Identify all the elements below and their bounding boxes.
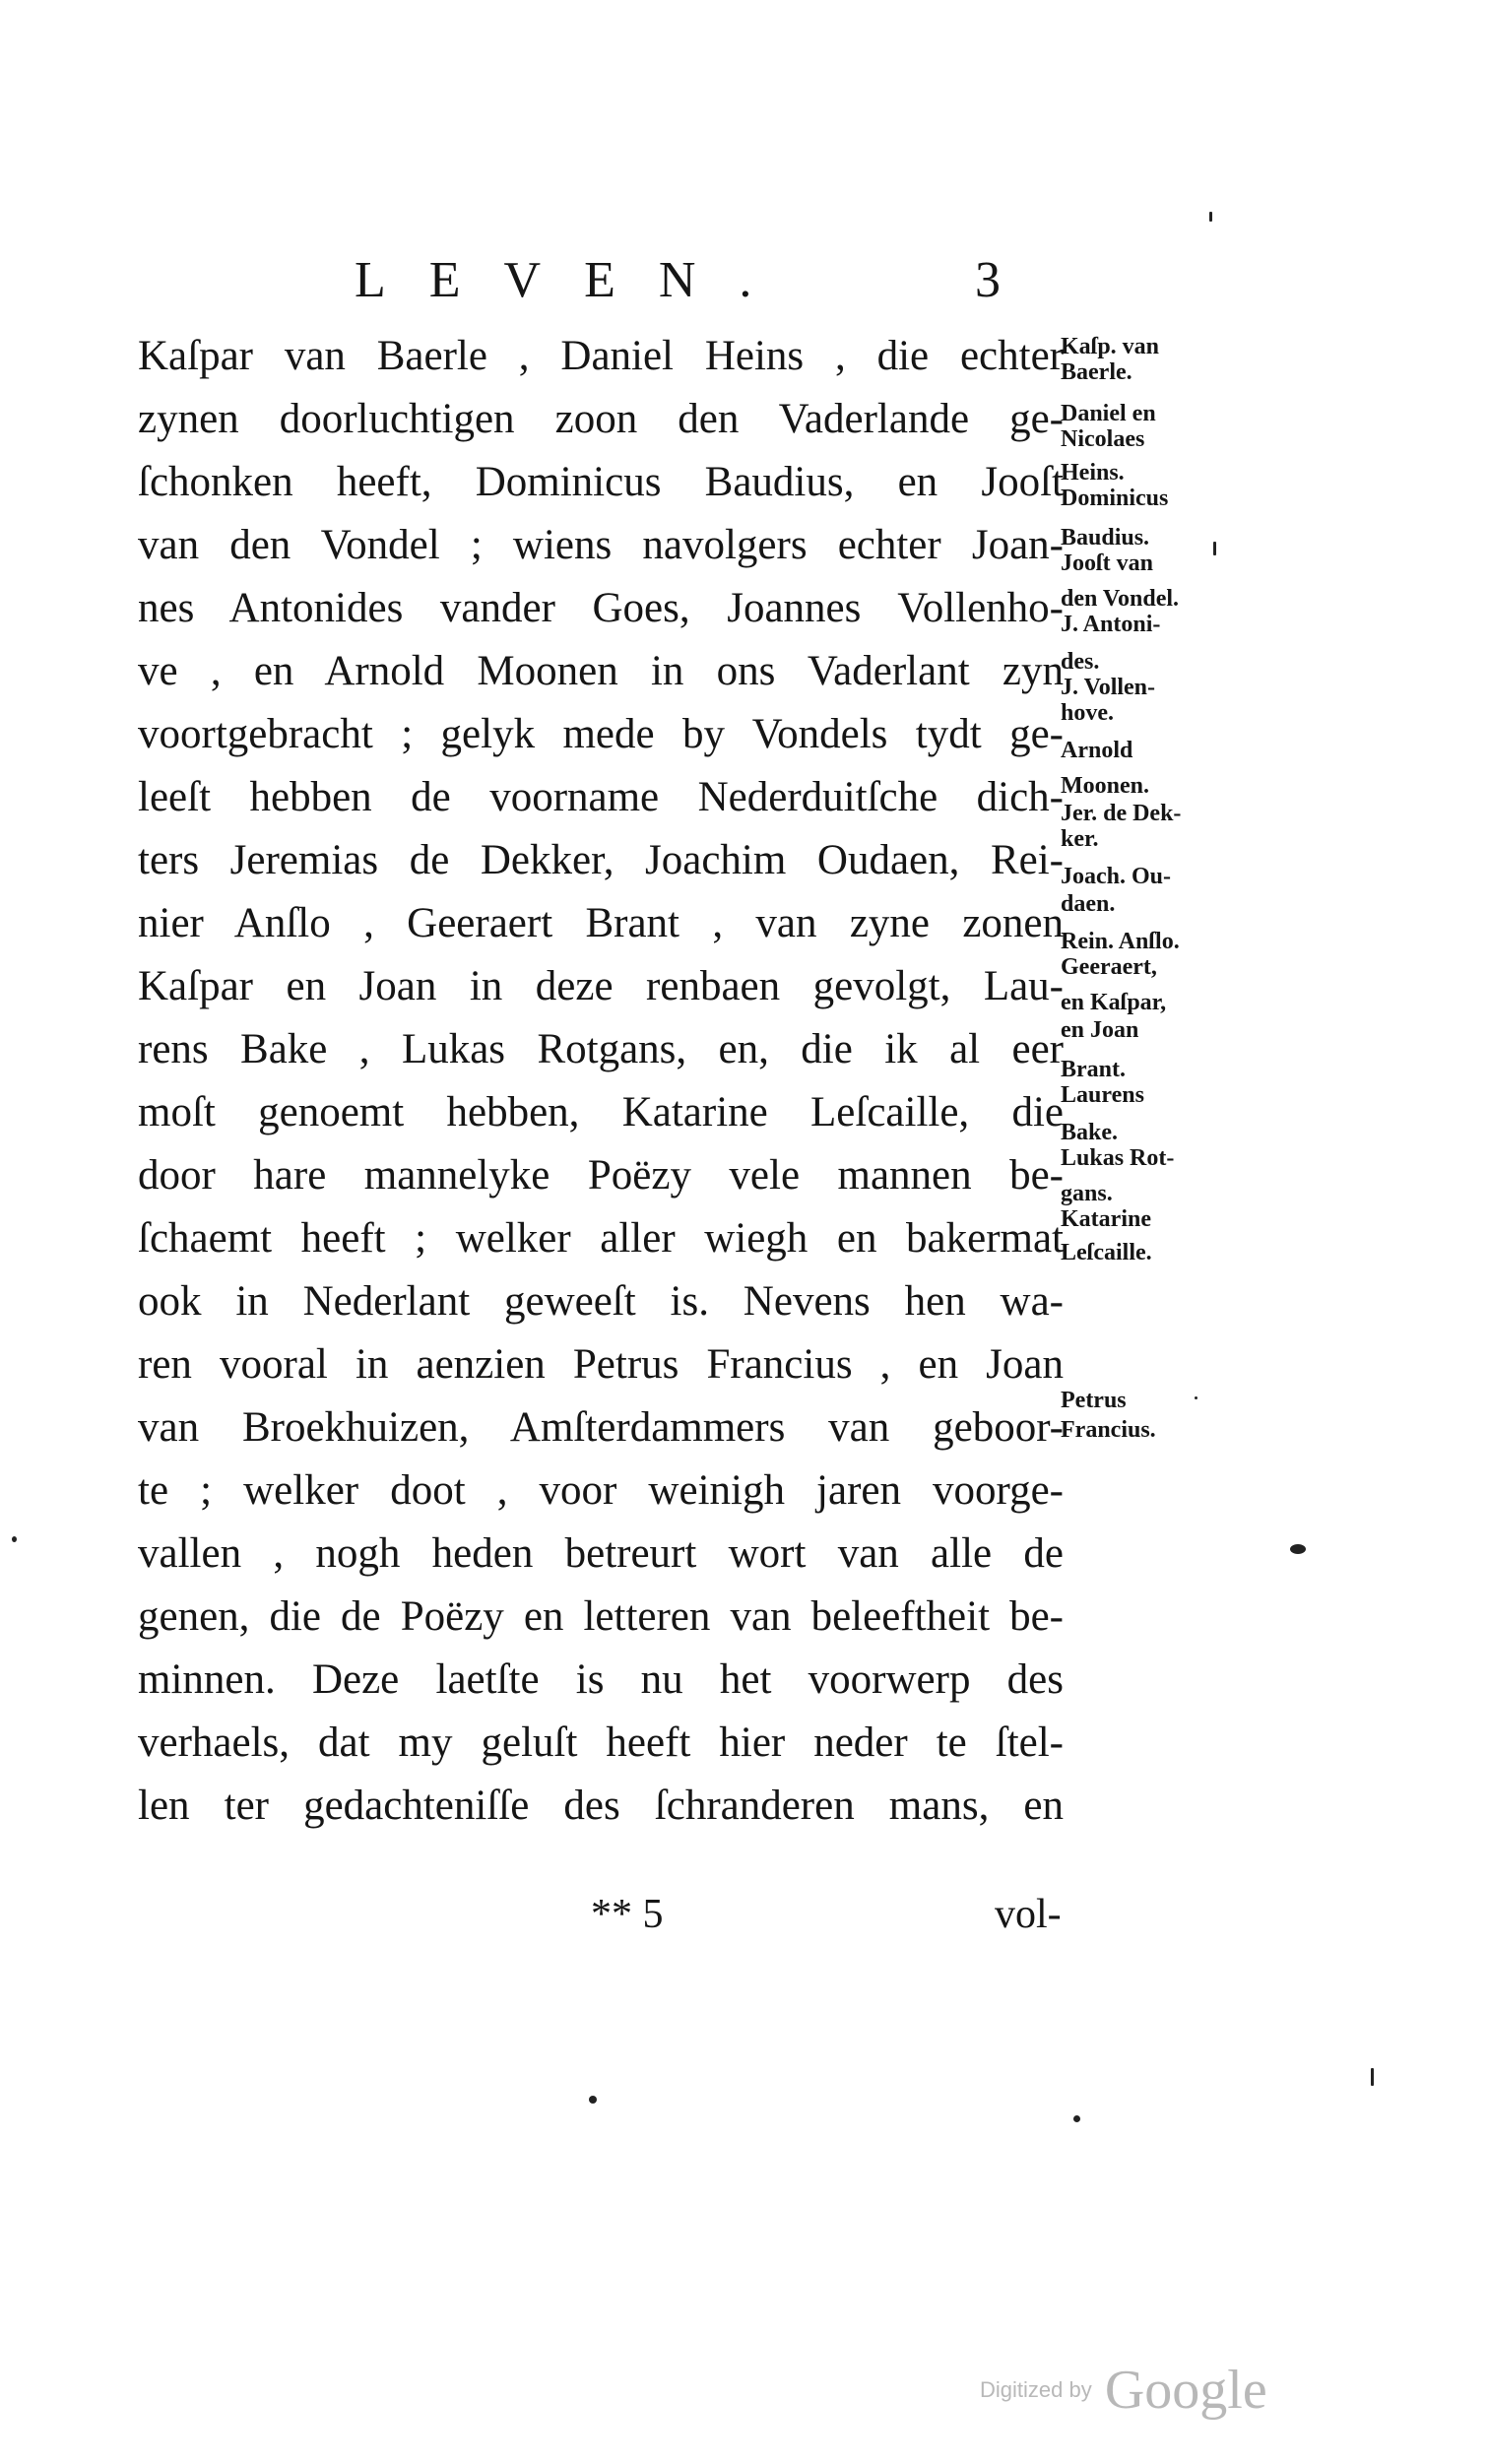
text-line: moſt genoemt hebben, Katarine Leſcaille, die	[138, 1089, 1064, 1135]
margin-note: Geeraert,	[1061, 954, 1157, 980]
margin-note: J. Vollen-	[1061, 675, 1156, 700]
digitized-label: Digitized by	[980, 2377, 1092, 2402]
scan-speck	[1073, 2115, 1080, 2122]
text-line: len ter gedachteniſſe des ſchranderen mans, en	[138, 1783, 1064, 1829]
margin-note: Lukas Rot-	[1061, 1145, 1175, 1171]
margin-note: Dominicus	[1061, 486, 1169, 511]
margin-note: des.	[1061, 649, 1100, 675]
margin-note: Rein. Anſlo.	[1061, 929, 1180, 954]
running-title: LEVEN.	[355, 252, 796, 308]
text-line: rens Bake , Lukas Rotgans, en, die ik al eer	[138, 1026, 1064, 1072]
running-header	[355, 251, 1123, 320]
text-line: nes Antonides vander Goes, Joannes Vollenho-	[138, 585, 1064, 631]
google-logo: Google	[1104, 2360, 1267, 2421]
margin-note: hove.	[1061, 700, 1114, 726]
text-line: van den Vondel ; wiens navolgers echter Joan-	[138, 522, 1064, 568]
margin-note: Brant.	[1061, 1057, 1126, 1082]
page-number: 3	[975, 252, 1001, 308]
text-line: verhaels, dat my geluſt heeft hier neder te ſtel-	[138, 1719, 1064, 1766]
margin-note: en Kaſpar,	[1061, 990, 1167, 1015]
text-line: ſchonken heeft, Dominicus Baudius, en Jooſt	[138, 459, 1064, 505]
margin-note: Baerle.	[1061, 359, 1132, 385]
catchword: vol-	[995, 1892, 1062, 1937]
margin-note: Heins.	[1061, 460, 1125, 486]
text-line: ſchaemt heeft ; welker aller wiegh en bakermat	[138, 1215, 1064, 1262]
margin-note: daen.	[1061, 891, 1116, 917]
scan-speck	[1371, 2068, 1374, 2086]
scan-speck	[1290, 1544, 1306, 1554]
margin-note: Katarine	[1061, 1206, 1151, 1232]
text-line: genen, die de Poëzy en letteren van beleeftheit be-	[138, 1593, 1064, 1640]
text-line: leeſt hebben de voorname Nederduitſche dich-	[138, 774, 1064, 820]
margin-note: Joach. Ou-	[1061, 864, 1172, 889]
margin-note: Jer. de Dek-	[1061, 801, 1182, 826]
margin-note: Nicolaes	[1061, 426, 1145, 452]
text-line: ters Jeremias de Dekker, Joachim Oudaen, Rei-	[138, 837, 1064, 883]
margin-note: Kaſp. van	[1061, 334, 1160, 359]
text-line: vallen , nogh heden betreurt wort van alle de	[138, 1530, 1064, 1577]
margin-note: gans.	[1061, 1181, 1113, 1206]
margin-note: en Joan	[1061, 1017, 1139, 1043]
scan-speck	[12, 1536, 17, 1542]
signature-mark: ** 5	[591, 1892, 664, 1937]
margin-note: Baudius.	[1061, 525, 1150, 551]
scan-speck	[1195, 1396, 1197, 1399]
margin-note: Moonen.	[1061, 773, 1149, 799]
scan-speck	[1209, 212, 1212, 222]
digitized-by-google-watermark	[980, 2359, 1267, 2422]
margin-note: den Vondel.	[1061, 586, 1180, 612]
margin-note: Arnold	[1061, 738, 1133, 763]
text-line: Kaſpar en Joan in deze renbaen gevolgt, Lau-	[138, 963, 1064, 1009]
margin-note: Jooſt van	[1061, 551, 1154, 576]
text-line: ren vooral in aenzien Petrus Francius , en Joan	[138, 1341, 1064, 1388]
scan-speck	[1213, 542, 1216, 555]
text-line: te ; welker doot , voor weinigh jaren voorge-	[138, 1467, 1064, 1514]
margin-note: Daniel en	[1061, 401, 1156, 426]
text-line: ve , en Arnold Moonen in ons Vaderlant zyn	[138, 648, 1064, 694]
margin-note: Petrus	[1061, 1388, 1127, 1413]
margin-note: ker.	[1061, 826, 1099, 852]
text-line: minnen. Deze laetſte is nu het voorwerp des	[138, 1656, 1064, 1703]
margin-note: Francius.	[1061, 1417, 1156, 1443]
margin-note: Bake.	[1061, 1120, 1119, 1145]
margin-note: J. Antoni-	[1061, 612, 1161, 637]
text-line: nier Anſlo , Geeraert Brant , van zyne zonen	[138, 900, 1064, 946]
text-line: Kaſpar van Baerle , Daniel Heins , die echter	[138, 333, 1064, 379]
scan-speck	[589, 2096, 597, 2104]
text-line: zynen doorluchtigen zoon den Vaderlande ge-	[138, 396, 1064, 442]
text-line: door hare mannelyke Poëzy vele mannen be-	[138, 1152, 1064, 1199]
text-line: van Broekhuizen, Amſterdammers van geboor-	[138, 1404, 1064, 1451]
text-line: voortgebracht ; gelyk mede by Vondels tydt ge-	[138, 711, 1064, 757]
margin-note: Laurens	[1061, 1082, 1144, 1108]
text-line: ook in Nederlant geweeſt is. Nevens hen wa-	[138, 1278, 1064, 1325]
margin-note: Leſcaille.	[1061, 1240, 1152, 1265]
